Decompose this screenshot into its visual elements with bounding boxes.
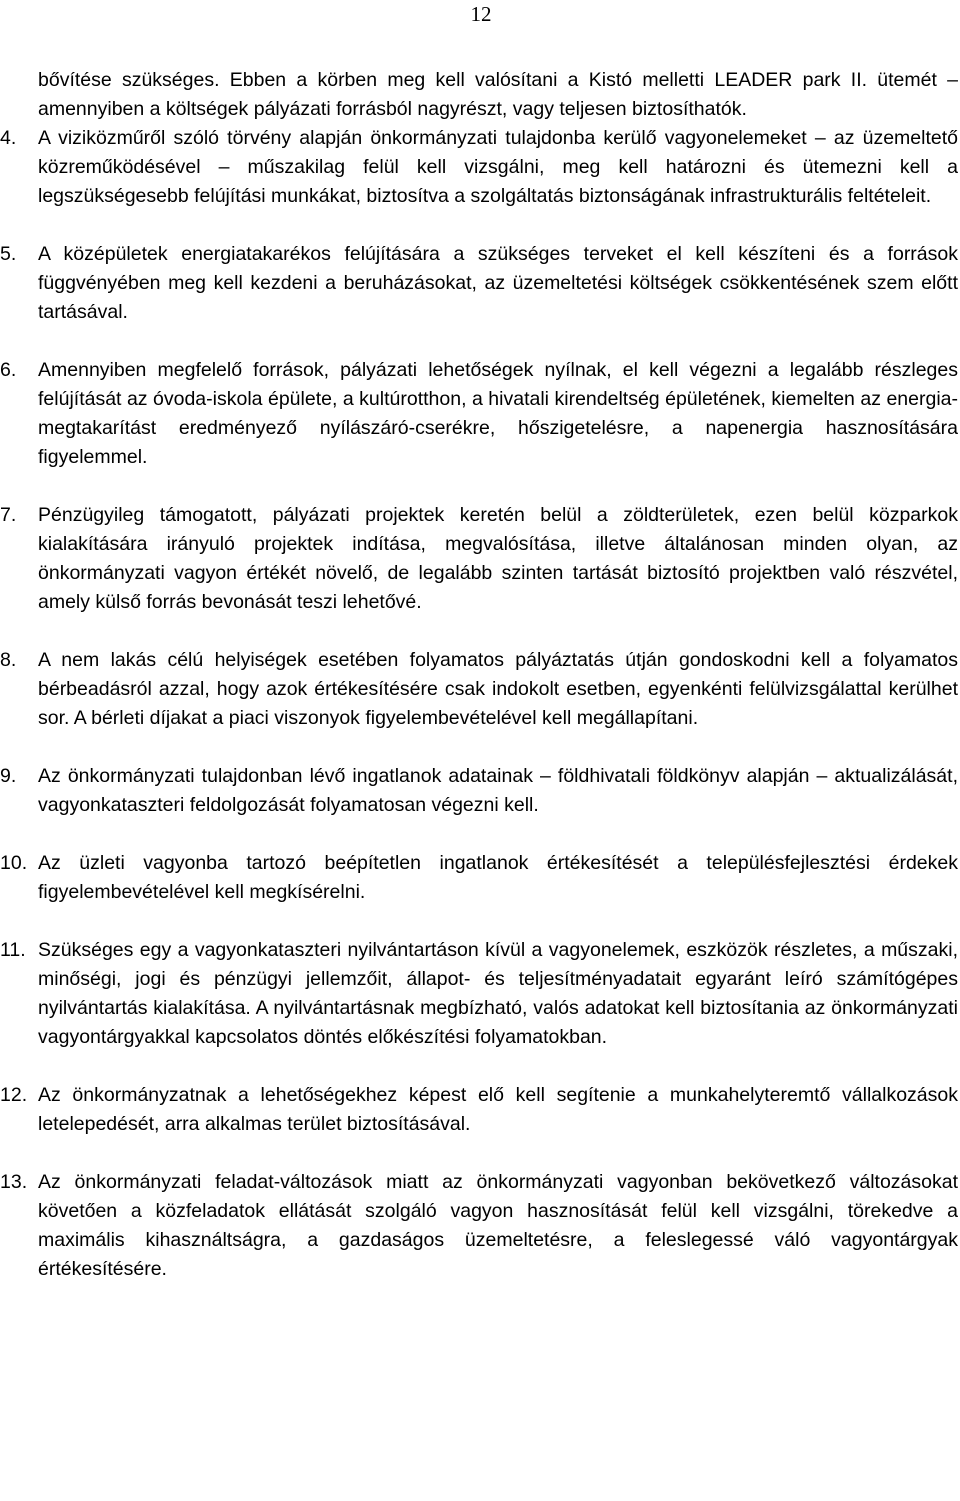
item-number: 7. [0, 504, 17, 526]
item-text: Az önkormányzati feladat-változások miatt az önkormányzati vagyonban bekövetkező változásokat követően a közfeladatok ellátását szolgáló vagyon hasznosítását felül kell vizsgálni, törekedve a maximális kihasználtságra, a gazdaságos üzemeltetésre, a feleslegessé váló vagyontárgyak értékesítésére. [38, 1171, 958, 1280]
document-body [0, 66, 958, 1313]
item-number: 6. [0, 359, 17, 381]
list-item [0, 646, 958, 733]
item-text: A középületek energiatakarékos felújítására a szükséges terveket el kell készíteni és a források függvényében meg kell kezdeni a beruházásokat, az üzemeltetési költségek csökkentésének szem előtt tartásával. [38, 243, 958, 323]
list-item [0, 501, 958, 617]
page-number: 12 [470, 2, 492, 26]
item-number: 4. [0, 127, 17, 149]
item-text: Az önkormányzatnak a lehetőségekhez képest elő kell segítenie a munkahelyteremtő vállalkozások letelepedését, arra alkalmas terület biztosításával. [38, 1084, 958, 1135]
list-item [0, 124, 958, 211]
list-item [0, 762, 958, 820]
item-text: Az üzleti vagyonba tartozó beépítetlen ingatlanok értékesítését a településfejlesztési érdekek figyelembevételével kell megkísérelni. [38, 852, 958, 903]
intro-paragraph: bővítése szükséges. Ebben a körben meg kell valósítani a Kistó melletti LEADER park II. ütemét – amennyiben a költségek pályázati forrásból nagyrészt, vagy teljesen biztosíthatók. [38, 69, 958, 120]
item-text: Szükséges egy a vagyonkataszteri nyilvántartáson kívül a vagyonelemek, eszközök részletes, a műszaki, minőségi, jogi és pénzügyi jellemzőit, állapot- és teljesítményadatait egyaránt leíró számítógépes nyilvántartás kialakítása. A nyilvántartásnak megbízható, valós adatokat kell biztosítania az önkormányzati vagyontárgyakkal kapcsolatos döntés előkészítési folyamatokban. [38, 939, 958, 1048]
item-text: A viziközműről szóló törvény alapján önkormányzati tulajdonba kerülő vagyonelemeket – az üzemeltető közreműködésével – műszakilag felül kell vizsgálni, meg kell határozni és ütemezni kell a legszükségesebb felújítási munkákat, biztosítva a szolgáltatás biztonságának infrastrukturális feltételeit. [38, 127, 958, 207]
item-text: Amennyiben megfelelő források, pályázati lehetőségek nyílnak, el kell végezni a legalább részleges felújítását az óvoda-iskola épülete, a kultúrotthon, a hivatali kirendeltség épületének, kiemelten az energia-megtakarítást eredményező nyílászáró-cserékre, hőszigetelésre, a napenergia hasznosítására figyelemmel. [38, 359, 958, 468]
list-item [0, 240, 958, 327]
item-text: Pénzügyileg támogatott, pályázati projektek keretén belül a zöldterületek, ezen belül közparkok kialakítására irányuló projektek indítása, megvalósítása, illetve általánosan minden olyan, az önkormányzati vagyon értékét növelő, de legalább szinten tartását biztosító projektben való részvétel, amely külső forrás bevonását teszi lehetővé. [38, 504, 958, 613]
list-item [0, 1168, 958, 1284]
item-text: A nem lakás célú helyiségek esetében folyamatos pályáztatás útján gondoskodni kell a folyamatos bérbeadásról azzal, hogy azok értékesítésére csak indokolt esetben, egyenkénti felülvizsgálattal kerülhet sor. A bérleti díjakat a piaci viszonyok figyelembevételével kell megállapítani. [38, 649, 958, 729]
item-text: Az önkormányzati tulajdonban lévő ingatlanok adatainak – földhivatali földkönyv alapján – aktualizálását, vagyonkataszteri feldolgozását folyamatosan végezni kell. [38, 765, 958, 816]
item-number: 5. [0, 243, 17, 265]
item-number: 8. [0, 649, 17, 671]
item-number: 12. [0, 1084, 28, 1106]
item-number: 11. [0, 939, 26, 961]
item-number: 13. [0, 1171, 28, 1193]
list-item [0, 849, 958, 907]
list-item [0, 356, 958, 472]
item-number: 10. [0, 852, 28, 874]
list-item [0, 1081, 958, 1139]
list-item [0, 936, 958, 1052]
item-number: 9. [0, 765, 17, 787]
